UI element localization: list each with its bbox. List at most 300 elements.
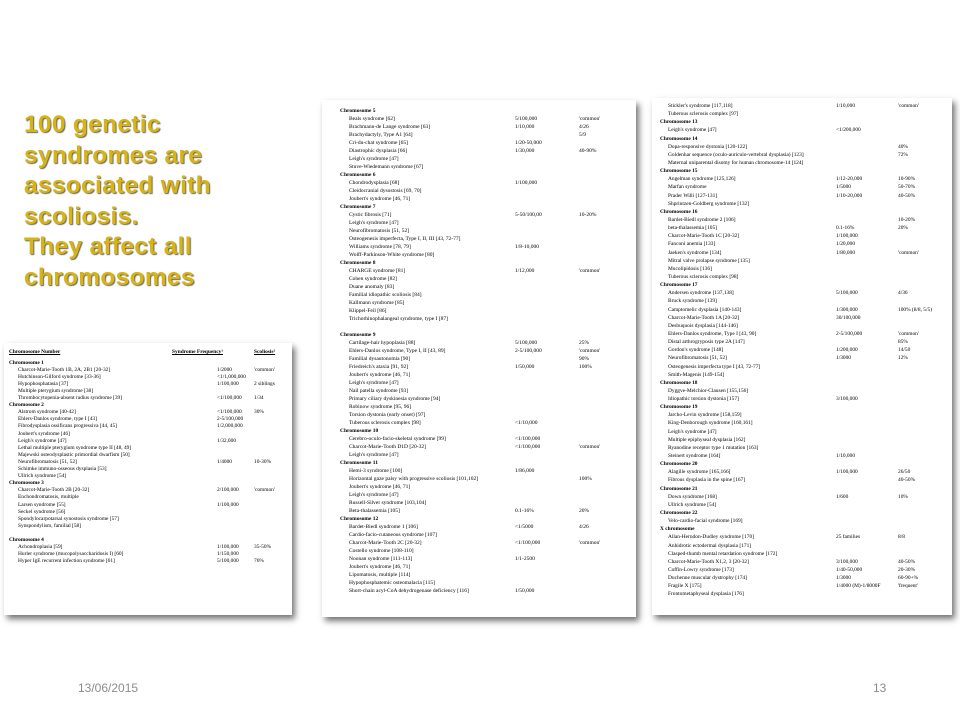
table-row — [322, 579, 636, 587]
table-row — [4, 374, 292, 381]
table-row — [652, 257, 952, 265]
syndrome-name: Hyper IgE recurrent infection syndrome [61] — [18, 558, 115, 565]
syndrome-name: Goldenhar sequence (oculo-auriculo-vertebral dysplasia) [123] — [668, 151, 804, 158]
table-row — [652, 428, 952, 436]
table-row — [4, 381, 292, 388]
table-row — [652, 582, 952, 590]
table-row — [4, 452, 292, 459]
scoliosis-value: 90% — [579, 356, 590, 362]
chromosome-heading — [322, 203, 636, 211]
syndrome-name: Tuberous sclerosis complex [98] — [349, 420, 421, 426]
syndrome-name: Charcot-Marie-Tooth 1A [20-32] — [668, 314, 740, 321]
table-row — [322, 387, 636, 395]
syndrome-name: Desbuquois dysplasia [144-146] — [668, 322, 738, 329]
syndrome-name: Cleidocranial dysostosis [69, 70] — [349, 188, 422, 194]
syndrome-name: Thrombocytopenia-absent radius syndrome [39] — [18, 395, 123, 402]
syndrome-frequency: 5/100,000 — [515, 340, 538, 346]
table-row — [322, 139, 636, 147]
title-line: scoliosis. — [24, 202, 139, 230]
syndrome-frequency: 1/10,000 — [515, 124, 535, 130]
syndrome-name: Frontometaphyseal dysplasia [176] — [668, 591, 744, 598]
syndrome-name: Tuberous sclerosis complex [98] — [668, 273, 739, 280]
scoliosis-value: 40-50% — [898, 477, 916, 484]
syndrome-name: Bardet-Biedl syndrome 2 [106] — [668, 216, 736, 223]
chromosome-heading — [652, 460, 952, 468]
syndrome-frequency: 5/100,000 — [836, 290, 858, 297]
table-row — [322, 571, 636, 579]
chromosome-heading-label: Chromosome 6 — [340, 172, 376, 178]
syndrome-name: Leigh's syndrome [47] — [349, 220, 399, 226]
table-row — [322, 379, 636, 387]
chromosome-heading — [652, 281, 952, 289]
chromosome-heading-label: Chromosome 8 — [340, 260, 376, 266]
table-row — [322, 507, 636, 515]
syndrome-name: Charcot-Marie-Tooth 2C [20-32] — [349, 540, 422, 546]
scoliosis-value: 100% — [579, 364, 592, 370]
chromosome-heading — [322, 515, 636, 523]
table-row — [652, 232, 952, 240]
table-row — [652, 330, 952, 338]
chromosome-heading-label: Chromosome 16 — [660, 208, 698, 215]
syndrome-name: Cystic fibrosis [71] — [349, 212, 392, 218]
spacer — [4, 530, 292, 537]
syndrome-name: Achondroplasia [59] — [18, 544, 63, 551]
scoliosis-value: 10% — [898, 493, 908, 500]
table-row — [652, 452, 952, 460]
chromosome-heading — [4, 360, 292, 367]
scoliosis-value: 25% — [579, 340, 590, 346]
chromosome-heading-label: Chromosome 12 — [340, 516, 379, 522]
chromosome-heading-label: Chromosome 17 — [660, 282, 698, 289]
scoliosis-value: 'common' — [579, 268, 601, 274]
syndrome-frequency: 1/150,000 — [217, 551, 239, 558]
title-line: syndromes are — [24, 141, 203, 169]
table-row — [322, 547, 636, 555]
table-row — [322, 195, 636, 203]
syndrome-frequency: 1/12,000 — [515, 268, 535, 274]
table-row — [652, 216, 952, 224]
syndrome-frequency: 1/10,000 — [836, 103, 856, 109]
syndrome-name: Stuve-Wiedemann syndrome [67] — [349, 164, 424, 170]
scoliosis-value: 40-50% — [898, 558, 916, 565]
syndrome-frequency: 1/200,000 — [836, 347, 858, 354]
table-row — [652, 574, 952, 582]
table-row — [652, 175, 952, 183]
table-row — [322, 299, 636, 307]
scoliosis-value: 72% — [898, 151, 908, 158]
chromosome-heading-label: Chromosome 14 — [660, 135, 698, 142]
syndrome-name: Hypophosphatemic osteomalacia [115] — [349, 580, 435, 586]
scoliosis-value: 4/36 — [898, 290, 908, 297]
chromosome-heading — [652, 525, 952, 533]
table-row — [322, 371, 636, 379]
table-row — [322, 291, 636, 299]
syndrome-name: Charcot-Marie-Tooth D1D [20-32] — [349, 444, 426, 450]
syndrome-frequency: 2-5/100,000 — [515, 348, 542, 354]
table-header-row — [4, 349, 292, 360]
scoliosis-value: 40-50% — [898, 192, 916, 199]
table-row — [322, 531, 636, 539]
scoliosis-value: 1/34 — [254, 395, 264, 402]
syndrome-name: Joubert's syndrome [46, 71] — [349, 372, 411, 378]
table-row — [322, 179, 636, 187]
syndrome-name: Wolff-Parkinson-White syndrome [80] — [349, 252, 435, 258]
title-line: 100 genetic — [24, 111, 161, 138]
syndrome-frequency: 1/20,000 — [836, 241, 856, 248]
chromosome-heading-label: Chromosome 18 — [660, 379, 698, 386]
table-row — [322, 131, 636, 139]
syndrome-name: Joubert's syndrome [46, 71] — [349, 196, 411, 202]
table-row — [652, 517, 952, 525]
syndrome-name: beta-thalassemia [105] — [668, 225, 717, 232]
syndrome-name: Maternal uniparental disomy for human chromosome-14 [124] — [668, 159, 804, 166]
table-row — [652, 338, 952, 346]
chromosome-heading-label: Chromosome 5 — [340, 108, 376, 114]
table-row — [652, 501, 952, 509]
table-row — [322, 395, 636, 403]
table-row — [652, 363, 952, 371]
slide-title — [24, 110, 294, 293]
syndrome-name: Hutchinson-Gilford syndrome [33-36] — [18, 373, 101, 380]
table-row — [652, 306, 952, 314]
syndrome-name: Diastrophic dysplasia [66] — [349, 148, 408, 154]
scoliosis-value: 100% (8/8, 5/5) — [898, 306, 932, 313]
table-row — [652, 468, 952, 476]
syndrome-frequency: <1/100,000 — [217, 409, 242, 416]
scoliosis-value: 30% — [254, 409, 264, 416]
syndrome-name: Alagille syndrome [165,166] — [668, 469, 731, 476]
syndrome-name: Williams syndrome [78, 79] — [349, 244, 411, 250]
chromosome-heading-label: Chromosome 9 — [340, 332, 376, 338]
table-row — [322, 555, 636, 563]
table-row — [652, 297, 952, 305]
table-row — [4, 445, 292, 452]
table-row — [652, 558, 952, 566]
syndrome-name: Noonan syndrome [111-113] — [349, 556, 413, 562]
chromosome-heading-label: Chromosome 21 — [660, 485, 698, 492]
syndrome-frequency: 1/86,000 — [515, 468, 535, 474]
syndrome-name: King-Denborough syndrome [160,161] — [668, 420, 753, 427]
scoliosis-value: 20% — [898, 225, 908, 232]
syndrome-frequency: 1/4000 — [217, 458, 232, 465]
table-row — [652, 265, 952, 273]
syndrome-name: Alstrom syndrome [40-42] — [18, 409, 76, 416]
scoliosis-value: 'common' — [579, 540, 601, 546]
table-row — [322, 307, 636, 315]
scoliosis-value: 26/50 — [898, 469, 911, 476]
title-line: They affect all — [24, 233, 192, 260]
syndrome-frequency: 3/100,000 — [836, 558, 858, 565]
syndrome-name: Nail patella syndrome [93] — [349, 388, 409, 394]
table-row — [322, 275, 636, 283]
syndrome-name: Osteogenesis imperfecta type I [43, 72-77] — [668, 363, 761, 370]
spacer — [322, 323, 636, 331]
table-row — [4, 431, 292, 438]
scoliosis-value: 10-90% — [898, 176, 916, 183]
syndrome-name: Duane anomaly [83] — [349, 284, 395, 290]
chromosome-table-page-2 — [322, 100, 636, 617]
scoliosis-value: 14/50 — [898, 347, 911, 354]
syndrome-name: Beals syndrome [62] — [349, 116, 395, 122]
syndrome-name: Distal arthrogryposis type 2A [147] — [668, 339, 745, 346]
scoliosis-value: 'common' — [579, 348, 601, 354]
syndrome-name: Short-chain acyl-CoA dehydrogenase deficiency [116] — [349, 588, 469, 594]
chromosome-heading-label: Chromosome 3 — [9, 480, 44, 487]
table-row — [652, 159, 952, 167]
syndrome-name: Cartilage-hair hypoplasia [88] — [349, 340, 416, 346]
page-number: 13 — [873, 681, 887, 695]
syndrome-frequency: 5-50/100,00 — [515, 212, 542, 218]
syndrome-name: Neurofibromatosis [51, 52] — [18, 458, 77, 465]
syndrome-name: Hypophosphatasia [37] — [18, 380, 69, 387]
scoliosis-value: 'common' — [254, 487, 275, 494]
table-row — [4, 466, 292, 473]
syndrome-name: Gordon's syndrome [148] — [668, 347, 724, 354]
syndrome-frequency: 1/50,000 — [515, 364, 535, 370]
syndrome-name: Coffin-Lowry syndrome [173] — [668, 567, 734, 574]
syndrome-name: Spondylocarpotarsal synostosis syndrome [57] — [18, 515, 119, 522]
chromosome-heading-label: Chromosome 11 — [340, 460, 378, 466]
syndrome-name: Friedreich's ataxia [91, 92] — [349, 364, 409, 370]
chromosome-heading-label: Chromosome 1 — [9, 359, 44, 366]
syndrome-name: Cri-du-chat syndrome [65] — [349, 140, 408, 146]
table-row — [322, 163, 636, 171]
scoliosis-value: 5/9 — [579, 132, 587, 138]
syndrome-name: Anhidrotic ectodermal dysplasia [171] — [668, 542, 752, 549]
syndrome-name: Ehlers-Danlos syndrome, Type I [43, 90] — [668, 330, 757, 337]
table-row — [4, 395, 292, 402]
syndrome-frequency: 1/2000 — [217, 366, 232, 373]
syndrome-name: Robinow syndrome [95, 96] — [349, 404, 412, 410]
table-row — [652, 192, 952, 200]
scoliosis-value: 'common' — [254, 366, 275, 373]
table-row — [652, 249, 952, 257]
syndrome-frequency: 1/40-50,000 — [836, 567, 863, 574]
syndrome-frequency: <1/5000 — [515, 524, 534, 530]
syndrome-frequency: <1/100,000 — [515, 436, 541, 442]
syndrome-name: Ullrich syndrome [54] — [668, 501, 717, 508]
chromosome-heading — [322, 107, 636, 115]
table-row — [652, 126, 952, 134]
table-row — [652, 151, 952, 159]
table-row — [652, 590, 952, 598]
table-row — [322, 187, 636, 195]
table-row — [322, 443, 636, 451]
chromosome-heading — [322, 259, 636, 267]
syndrome-name: Schimke immuno-osseous dysplasia [53] — [18, 466, 107, 473]
table-row — [322, 315, 636, 323]
syndrome-frequency: 0.1-16% — [515, 508, 534, 514]
syndrome-name: Mitral valve prolapse syndrome [135] — [668, 257, 750, 264]
table-row — [322, 451, 636, 459]
syndrome-name: Synspondylism, familial [58] — [18, 522, 82, 529]
column-header-chromosome: Chromosome Number — [9, 349, 61, 355]
syndrome-name: Leigh's syndrome [47] — [349, 492, 399, 498]
syndrome-name: Neurofibromatosis [51, 52] — [349, 228, 410, 234]
syndrome-name: Dyggve-Melchior-Clausen [155,156] — [668, 387, 749, 394]
table-row — [322, 363, 636, 371]
syndrome-name: Multiple epiphyseal dysplasia [162] — [668, 436, 746, 443]
syndrome-name: Leigh's syndrome [47] — [18, 437, 67, 444]
syndrome-frequency: 5/100,000 — [217, 558, 239, 565]
scoliosis-value: 4/26 — [579, 524, 589, 530]
syndrome-name: Multiple pterygium syndrome [38] — [18, 388, 94, 395]
syndrome-frequency: 1/80,000 — [836, 249, 856, 256]
syndrome-name: Bardet-Biedl syndrome 1 [106] — [349, 524, 418, 530]
table-row — [322, 251, 636, 259]
syndrome-name: Hurler syndrome (mucopolysaccharidosis I) [60] — [18, 551, 124, 558]
syndrome-name: Torsion dystonia (early onset) [97] — [349, 412, 426, 418]
table-row — [652, 419, 952, 427]
syndrome-name: Fragile X [175] — [668, 583, 702, 590]
syndrome-name: Lipomatosis, multiple [114] — [349, 572, 411, 578]
syndrome-frequency: 1/30,000 — [515, 148, 535, 154]
table-row — [652, 273, 952, 281]
syndrome-frequency: 1/20-50,000 — [515, 140, 542, 146]
table-row — [652, 371, 952, 379]
syndrome-name: Joubert's syndrome [46] — [18, 430, 70, 437]
syndrome-name: Brachydactyly, Type A1 [64] — [349, 132, 413, 138]
chromosome-heading — [4, 537, 292, 544]
table-row — [322, 587, 636, 595]
syndrome-name: Leigh's syndrome [47] — [668, 428, 717, 435]
scoliosis-value: 35-50% — [254, 544, 272, 551]
syndrome-name: Dopa-responsive dystonia [120-122] — [668, 143, 748, 150]
chromosome-heading — [652, 208, 952, 216]
syndrome-frequency: 2-5/100,000 — [836, 330, 863, 337]
syndrome-name: Leigh's syndrome [47] — [668, 127, 717, 134]
scoliosis-value: 10-30% — [254, 458, 272, 465]
syndrome-name: Russell-Silver syndrome [103,104] — [349, 500, 427, 506]
scoliosis-value: 40% — [898, 143, 908, 150]
table-row — [322, 411, 636, 419]
chromosome-heading-label: Chromosome 2 — [9, 402, 44, 409]
scoliosis-value: 'common' — [579, 444, 601, 450]
syndrome-name: Osteogenesis imperfecta, Type I, II, III [43, 72-77] — [349, 236, 461, 242]
syndrome-frequency: <1/100,000 — [217, 395, 242, 402]
syndrome-frequency: 2/100,000 — [217, 487, 239, 494]
scoliosis-value: 12% — [898, 355, 908, 362]
table-row — [322, 355, 636, 363]
syndrome-name: Larsen syndrome [55] — [18, 501, 66, 508]
syndrome-frequency: 1/100,000 — [515, 180, 538, 186]
table-row — [652, 346, 952, 354]
table-row — [652, 387, 952, 395]
syndrome-name: Beta-thalassemia [105] — [349, 508, 400, 514]
table-row — [4, 516, 292, 523]
syndrome-name: Seckel syndrome [56] — [18, 508, 66, 515]
syndrome-name: Clasped-thumb mental retardation syndrome [172] — [668, 550, 778, 557]
chromosome-heading — [322, 331, 636, 339]
table-row — [4, 509, 292, 516]
syndrome-name: Charcot-Marie-Tooth 2B [20-32] — [18, 487, 90, 494]
scoliosis-value: 20-30% — [898, 567, 916, 574]
scoliosis-value: 60-90+% — [898, 575, 919, 582]
table-row — [4, 502, 292, 509]
chromosome-heading-label: Chromosome 4 — [9, 536, 44, 543]
syndrome-name: Duchenne muscular dystrophy [174] — [668, 575, 747, 582]
table-row — [652, 289, 952, 297]
table-row — [4, 438, 292, 445]
chromosome-heading-label: X chromosome — [660, 526, 695, 533]
table-row — [652, 493, 952, 501]
syndrome-frequency: 1/4000 (M)-1/8000F — [836, 583, 881, 590]
chromosome-heading-label: Chromosome 15 — [660, 168, 698, 175]
table-row — [4, 423, 292, 430]
syndrome-frequency: 3/100,000 — [836, 396, 858, 403]
syndrome-name: Ehlers-Danlos syndrome, Type I, II [43, 89] — [349, 348, 446, 354]
table-row — [4, 388, 292, 395]
syndrome-name: Familial dysautonomia [90] — [349, 356, 411, 362]
syndrome-frequency: 1/1-2500 — [515, 556, 535, 562]
syndrome-name: Cohen syndrome [82] — [349, 276, 397, 282]
table-body — [322, 107, 636, 595]
chromosome-heading — [4, 480, 292, 487]
table-row — [322, 235, 636, 243]
syndrome-name: Primary ciliary dyskinesia syndrome [94] — [349, 396, 441, 402]
table-row — [652, 476, 952, 484]
syndrome-name: Leigh's syndrome [47] — [349, 452, 399, 458]
table-row — [652, 183, 952, 191]
syndrome-name: Ullrich syndrome [54] — [18, 473, 67, 480]
syndrome-frequency: <1/100,000 — [515, 540, 541, 546]
table-body — [4, 349, 292, 565]
syndrome-name: Stickler's syndrome [117,118] — [668, 103, 733, 109]
syndrome-frequency: 5/100,000 — [515, 116, 538, 122]
table-row — [652, 224, 952, 232]
syndrome-frequency: <1/200,000 — [836, 127, 861, 134]
table-row — [322, 227, 636, 235]
syndrome-name: Familial idiopathic scoliosis [84] — [349, 292, 422, 298]
scoliosis-value: 'common' — [898, 103, 919, 109]
syndrome-name: Bruck syndrome [139] — [668, 298, 717, 305]
table-row — [322, 435, 636, 443]
chromosome-heading — [652, 485, 952, 493]
scoliosis-value: 4/26 — [579, 124, 589, 130]
chromosome-heading — [322, 459, 636, 467]
chromosome-heading-label: Chromosome 7 — [340, 204, 376, 210]
syndrome-name: Leigh's syndrome [47] — [349, 380, 399, 386]
syndrome-frequency: <1/10,000 — [515, 420, 538, 426]
table-row — [652, 395, 952, 403]
scoliosis-value: 10-20% — [898, 216, 916, 223]
syndrome-name: Cerebro-oculo-facio-skeletal syndrome [99] — [349, 436, 446, 442]
syndrome-frequency: 1/32,000 — [217, 437, 237, 444]
syndrome-name: Down syndrome [168] — [668, 493, 717, 500]
chromosome-heading-label: Chromosome 19 — [660, 404, 698, 411]
syndrome-name: Brachmann-de Lange syndrome [63] — [349, 124, 431, 130]
table-row — [322, 539, 636, 547]
table-row — [652, 444, 952, 452]
syndrome-name: Camptomelic dysplasia [140-143] — [668, 306, 742, 313]
table-row — [652, 566, 952, 574]
syndrome-frequency: 2-5/100,000 — [217, 416, 244, 423]
chromosome-table-page-3 — [652, 98, 952, 615]
table-row — [322, 147, 636, 155]
syndrome-frequency: 1/2,000,000 — [217, 423, 243, 430]
scoliosis-value: 8/8 — [898, 534, 905, 541]
scoliosis-value: 'common' — [898, 249, 919, 256]
chromosome-heading — [322, 427, 636, 435]
syndrome-frequency: 0.1-16% — [836, 225, 855, 232]
syndrome-frequency: 30/100,000 — [836, 314, 861, 321]
scoliosis-value: 'frequent' — [898, 583, 918, 590]
chromosome-heading — [652, 167, 952, 175]
syndrome-frequency: <1/1,000,000 — [217, 373, 246, 380]
chromosome-heading — [322, 171, 636, 179]
table-row — [322, 475, 636, 483]
table-row — [4, 473, 292, 480]
